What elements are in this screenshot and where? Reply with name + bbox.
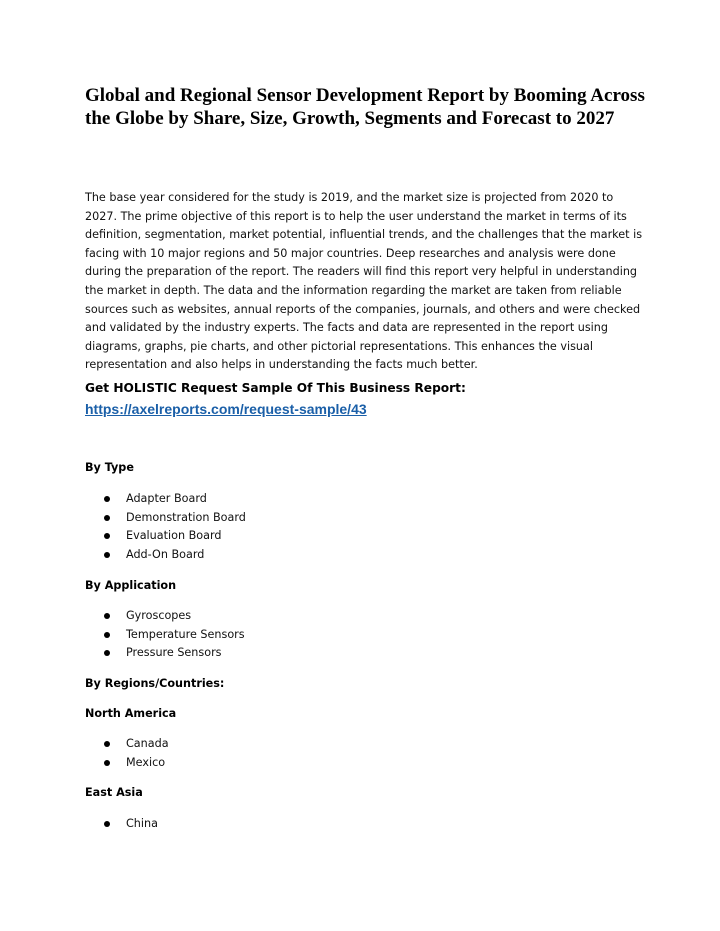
bullet-icon — [104, 496, 110, 502]
by-regions-heading: By Regions/Countries: — [85, 677, 225, 690]
sample-request-link[interactable]: https://axelreports.com/request-sample/43 — [85, 401, 367, 417]
bullet-icon — [104, 650, 110, 656]
by-application-heading: By Application — [85, 579, 177, 592]
list-item — [85, 735, 169, 754]
east-asia-heading: East Asia — [85, 786, 143, 799]
bullet-icon — [104, 533, 110, 539]
bullet-icon — [104, 632, 110, 638]
list-item — [85, 754, 169, 773]
list-item-label: Mexico — [126, 755, 166, 769]
list-item-label: Gyroscopes — [126, 609, 192, 622]
list-item-label: China — [126, 817, 158, 830]
bullet-icon — [104, 821, 110, 827]
sample-request-heading: Get HOLISTIC Request Sample Of This Business Report: — [85, 381, 466, 395]
bullet-icon — [104, 760, 110, 766]
list-item-label: Canada — [126, 737, 169, 750]
north-america-list — [85, 735, 169, 772]
list-item-label: Demonstration Board — [126, 510, 246, 524]
list-item — [85, 607, 245, 626]
list-item-label: Pressure Sensors — [126, 646, 222, 660]
by-type-list — [85, 490, 246, 565]
list-item — [85, 527, 246, 546]
list-item-label: Add-On Board — [126, 548, 205, 562]
by-type-heading: By Type — [85, 461, 134, 474]
list-item-label: Temperature Sensors — [126, 627, 245, 641]
north-america-heading: North America — [85, 707, 177, 720]
bullet-icon — [104, 613, 110, 619]
list-item — [85, 546, 246, 565]
bullet-icon — [104, 741, 110, 747]
bullet-icon — [104, 515, 110, 521]
bullet-icon — [104, 552, 110, 558]
list-item — [85, 644, 245, 663]
list-item-label: Adapter Board — [126, 492, 207, 505]
intro-paragraph: The base year considered for the study is 2019, and the market size is projected from 2020 to 2027. The prime objective of this report is to help the user understand the market in terms of its definition, segmentation, market potential, influential trends, and the challenges that the market is facing with 10 major regions and 50 major countries. Deep researches and analysis were done during the preparation of the report. The readers will find this report very helpful in understanding the market in depth. The data and the information regarding the market are taken from reliable sources such as websites, annual reports of the companies, journals, and others and were checked and validated by the industry experts. The facts and data are represented in the report using diagrams, graphs, pie charts, and other pictorial representations. This enhances the visual representation and also helps in understanding the facts much better. — [85, 191, 643, 372]
list-item-label: Evaluation Board — [126, 529, 222, 543]
report-title: Global and Regional Sensor Development Report by Booming Across the Globe by Share, Size, Growth, Segments and Forecast to 2027 — [85, 85, 645, 129]
list-item — [85, 626, 245, 645]
list-item — [85, 815, 158, 834]
east-asia-list — [85, 815, 158, 834]
by-application-list — [85, 607, 245, 663]
list-item — [85, 490, 246, 509]
list-item — [85, 509, 246, 528]
